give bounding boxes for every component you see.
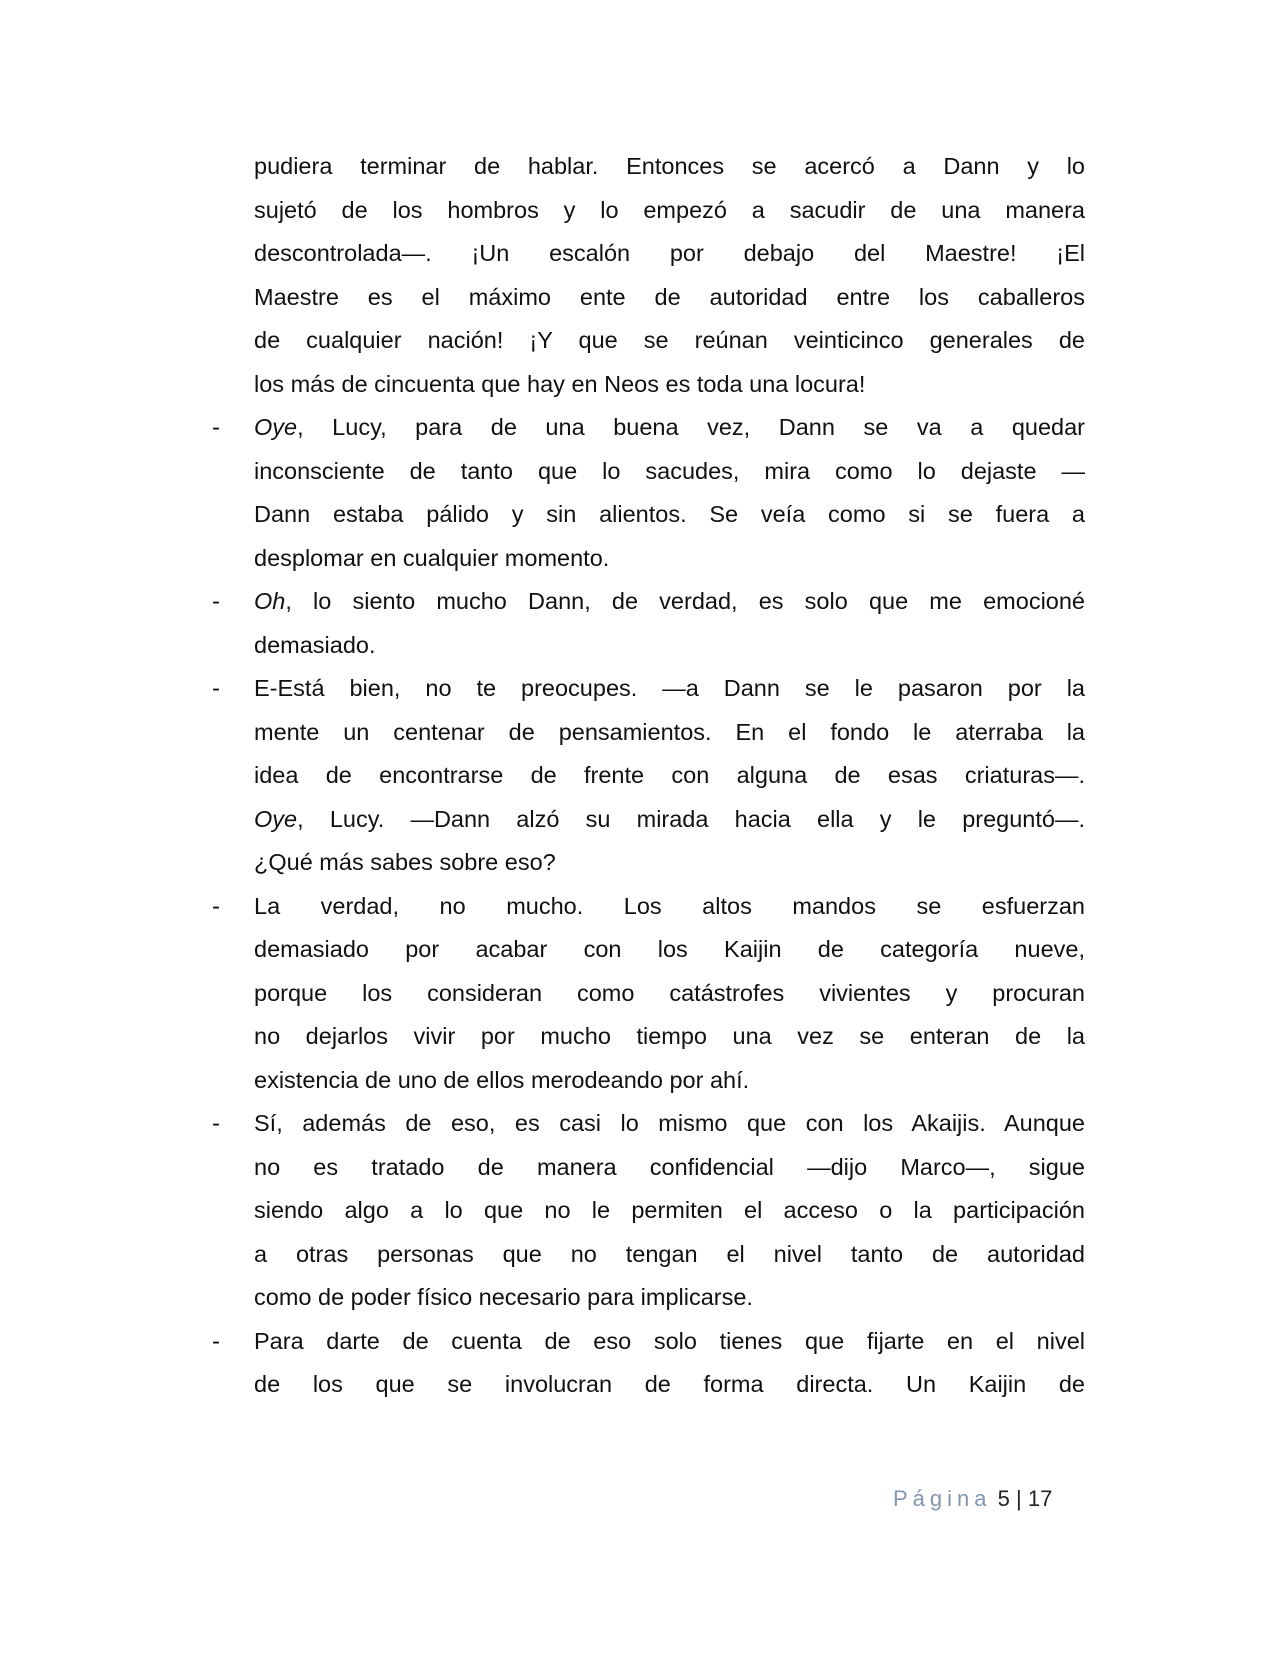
line-text: desplomar en cualquier momento. <box>254 544 610 571</box>
text-line <box>254 537 1085 581</box>
line-text: E-Está bien, no te preocupes. —a Dann se le pasaron por la <box>254 675 1085 701</box>
line-text: existencia de uno de ellos merodeando por ahí. <box>254 1066 750 1093</box>
dialogue-paragraph <box>212 406 1085 580</box>
line-text: como de poder físico necesario para implicarse. <box>254 1284 753 1310</box>
text-line <box>254 232 1085 276</box>
page-total: 17 <box>1027 1486 1053 1511</box>
text-line <box>254 841 1085 885</box>
line-text: , Lucy. —Dann alzó su mirada hacia ella y le preguntó—. <box>297 805 1085 832</box>
line-text: idea de encontrarse de frente con alguna de esas criaturas—. <box>254 762 1085 788</box>
line-text: no es tratado de manera confidencial —dijo Marco—, sigue <box>254 1153 1085 1180</box>
line-text: a otras personas que no tengan el nivel tanto de autoridad <box>254 1240 1085 1267</box>
italic-text: Oye <box>254 805 298 832</box>
line-text: , lo siento mucho Dann, de verdad, es solo que me emocioné <box>285 588 1085 614</box>
text-line <box>254 972 1085 1016</box>
line-text: , Lucy, para de una buena vez, Dann se va a quedar <box>297 414 1085 440</box>
line-text: Maestre es el máximo ente de autoridad entre los caballeros <box>254 283 1085 310</box>
line-text: inconsciente de tanto que lo sacudes, mira como lo dejaste — <box>254 457 1085 484</box>
line-text: los más de cincuenta que hay en Neos es toda una locura! <box>254 370 866 397</box>
dialogue-dash: - <box>212 892 220 920</box>
text-line <box>254 580 1085 624</box>
dialogue-dash: - <box>212 1110 220 1137</box>
page-footer <box>893 1486 1052 1512</box>
page-number: 5 <box>997 1486 1010 1511</box>
text-line <box>254 1233 1085 1277</box>
text-line <box>254 1015 1085 1059</box>
document-body <box>212 145 1085 1407</box>
text-line <box>254 667 1085 711</box>
paragraph <box>254 145 1085 406</box>
page-separator: | <box>1016 1486 1022 1511</box>
line-text: Dann estaba pálido y sin alientos. Se veía como si se fuera a <box>254 501 1085 527</box>
line-text: siendo algo a lo que no le permiten el acceso o la participación <box>254 1197 1085 1223</box>
text-line <box>254 1363 1085 1407</box>
text-line <box>254 1059 1085 1103</box>
line-text: descontrolada—. ¡Un escalón por debajo del Maestre! ¡El <box>254 240 1085 266</box>
text-line <box>254 1146 1085 1190</box>
text-line <box>254 363 1085 407</box>
text-line <box>254 276 1085 320</box>
text-line <box>254 754 1085 798</box>
line-text: no dejarlos vivir por mucho tiempo una vez se enteran de la <box>254 1023 1085 1049</box>
dialogue-paragraph <box>212 885 1085 1103</box>
line-text: mente un centenar de pensamientos. En el fondo le aterraba la <box>254 718 1085 745</box>
line-text: de cualquier nación! ¡Y que se reúnan veinticinco generales de <box>254 327 1085 353</box>
dialogue-paragraph <box>212 1320 1085 1407</box>
text-line <box>254 319 1085 363</box>
italic-text: Oh <box>254 588 286 614</box>
text-line <box>254 1320 1085 1364</box>
line-text: porque los consideran como catástrofes vivientes y procuran <box>254 979 1085 1006</box>
line-text: La verdad, no mucho. Los altos mandos se esfuerzan <box>254 892 1085 919</box>
text-line <box>254 189 1085 233</box>
line-text: demasiado por acabar con los Kaijin de categoría nueve, <box>254 936 1085 962</box>
line-text: Para darte de cuenta de eso solo tienes que fijarte en el nivel <box>254 1327 1085 1354</box>
line-text: Sí, además de eso, es casi lo mismo que con los Akaijis. Aunque <box>254 1110 1085 1136</box>
dialogue-dash: - <box>212 588 220 615</box>
text-line <box>254 624 1085 668</box>
line-text: ¿Qué más sabes sobre eso? <box>254 849 556 875</box>
text-line <box>254 711 1085 755</box>
text-line <box>254 1276 1085 1320</box>
line-text: sujetó de los hombros y lo empezó a sacudir de una manera <box>254 196 1085 223</box>
text-line <box>254 145 1085 189</box>
text-line <box>254 493 1085 537</box>
text-line <box>254 450 1085 494</box>
dialogue-paragraph <box>212 580 1085 667</box>
line-text: demasiado. <box>254 631 376 658</box>
text-line <box>254 1189 1085 1233</box>
text-line <box>254 885 1085 929</box>
page-label: Página <box>893 1486 992 1511</box>
dialogue-paragraph <box>212 667 1085 885</box>
dialogue-dash: - <box>212 1327 220 1355</box>
line-text: de los que se involucran de forma directa. Un Kaijin de <box>254 1371 1085 1397</box>
dialogue-dash: - <box>212 675 220 702</box>
line-text: pudiera terminar de hablar. Entonces se acercó a Dann y lo <box>254 153 1085 179</box>
dialogue-dash: - <box>212 414 220 441</box>
text-line <box>254 928 1085 972</box>
text-line <box>254 1102 1085 1146</box>
dialogue-paragraph <box>212 1102 1085 1320</box>
italic-text: Oye <box>254 414 298 440</box>
text-line <box>254 406 1085 450</box>
text-line <box>254 798 1085 842</box>
